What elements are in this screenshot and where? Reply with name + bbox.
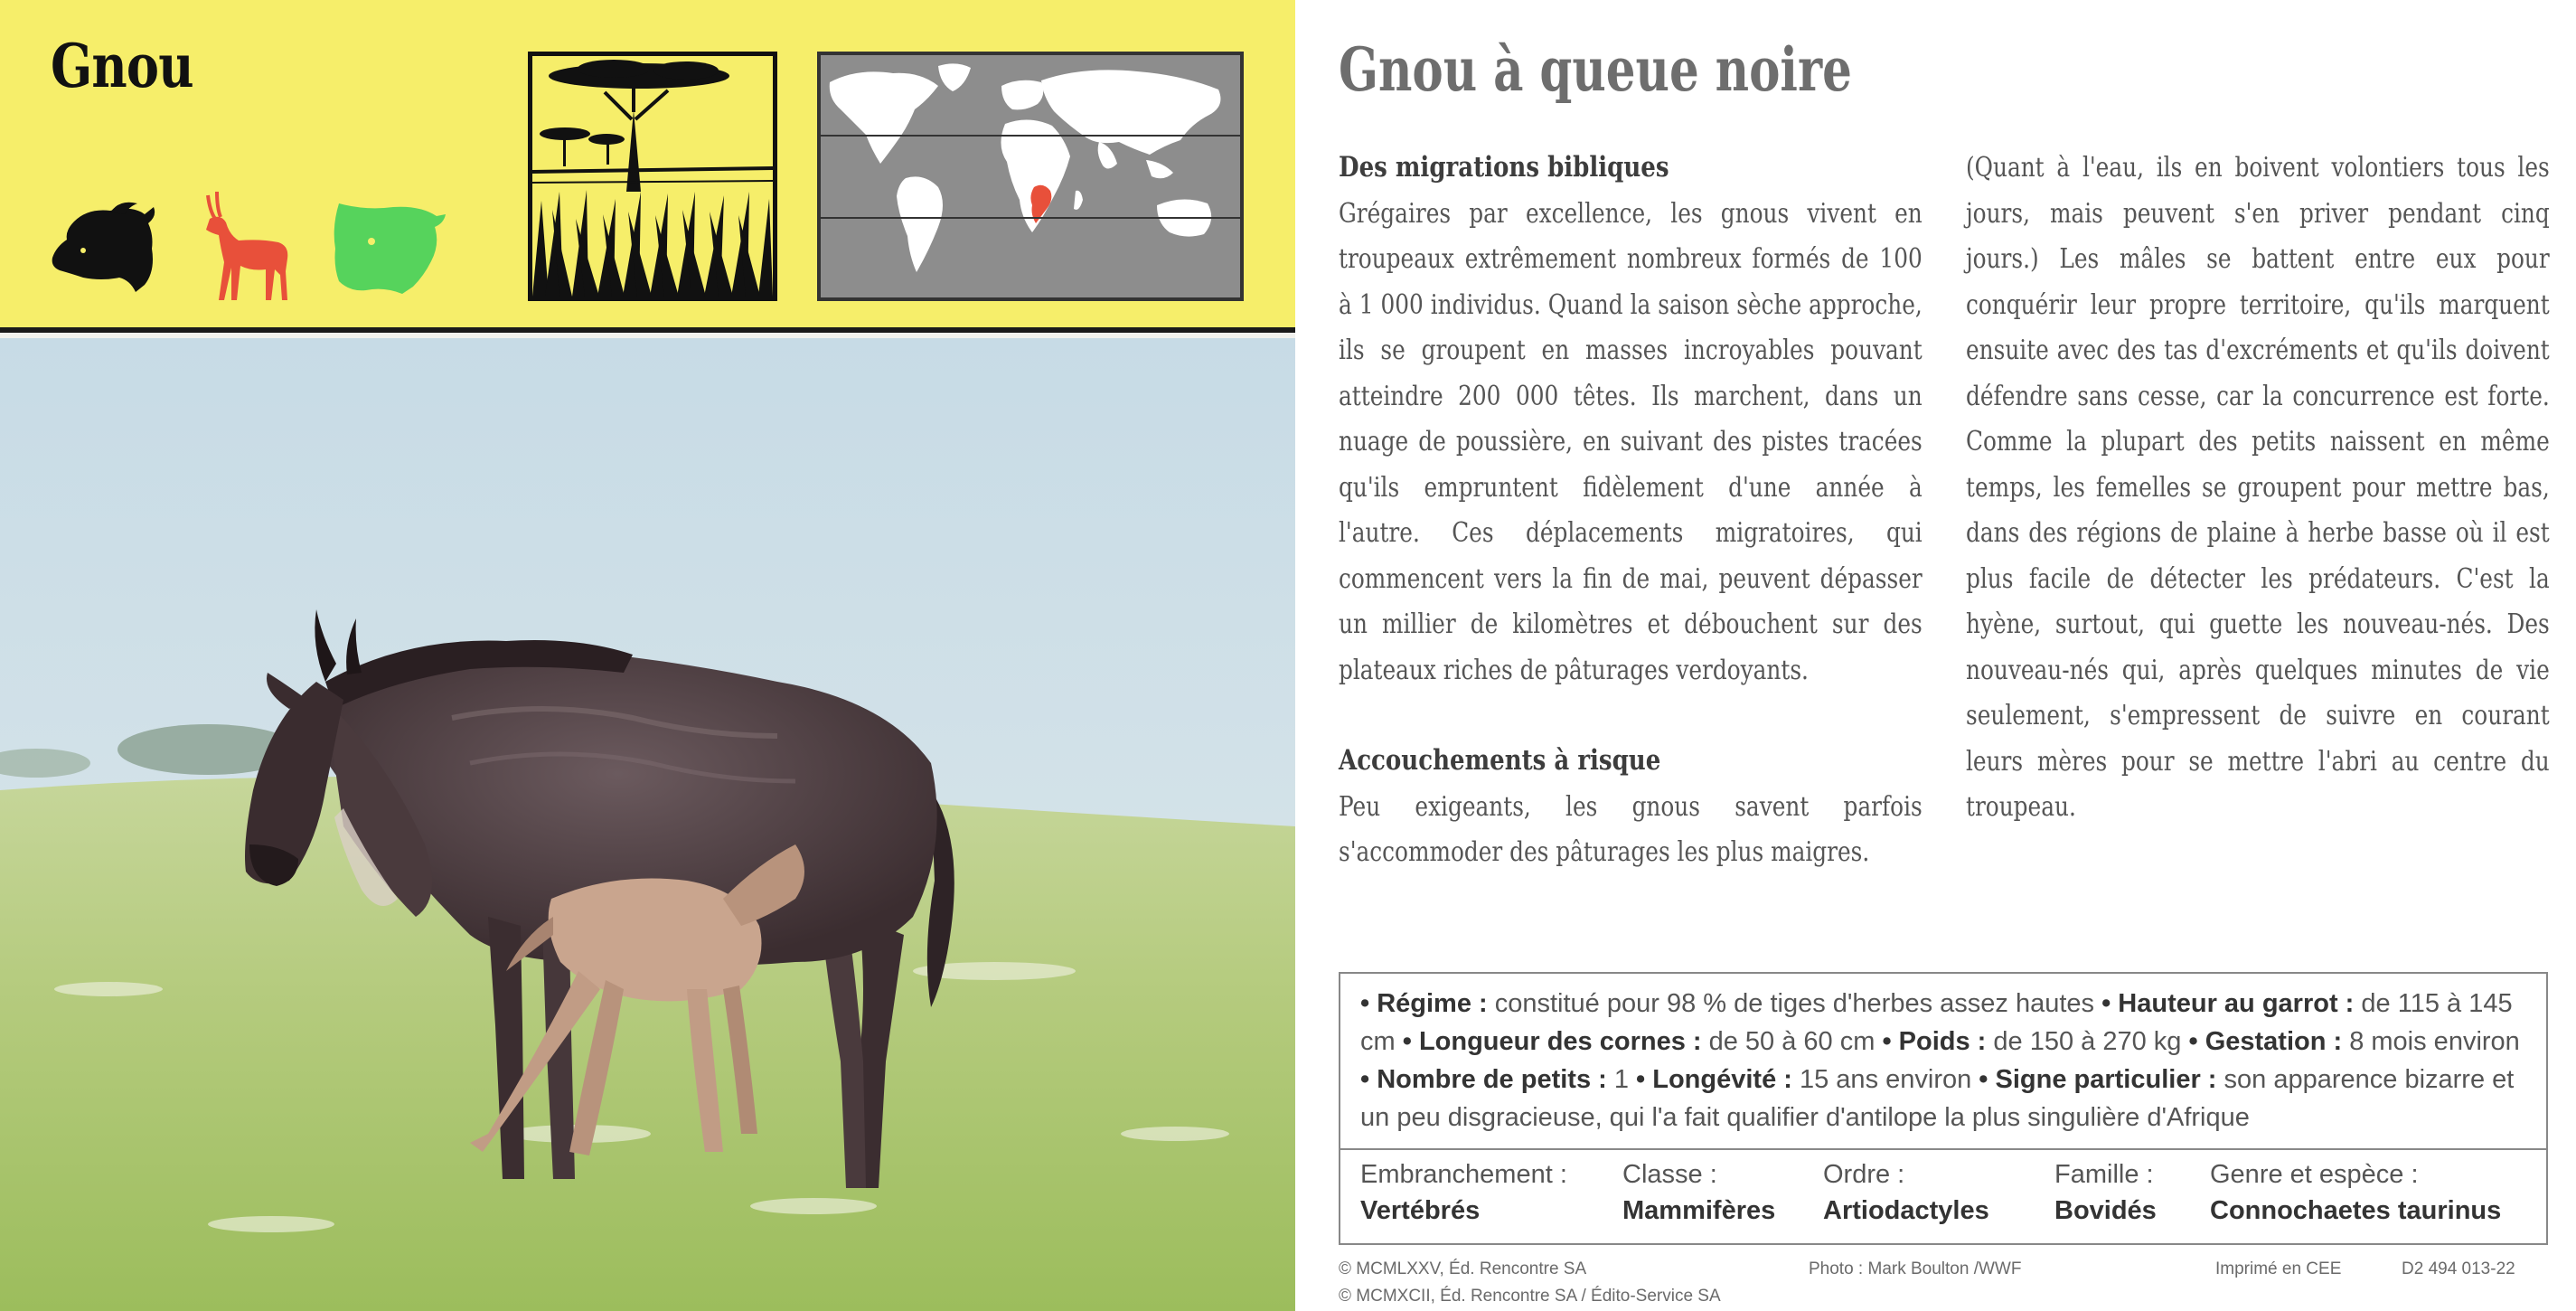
fact-label-gestation: • Gestation :: [2188, 1027, 2343, 1056]
fact-value-hauteur: de 115 à 145 cm: [1360, 989, 2513, 1056]
section-text-migrations: Grégaires par excellence, les gnous vivent en troupeaux extrêmement nombreux formés de 100 à 1 000 individus. Quand la saison sèche approche, ils se groupent en masses incroyables pouvant atteindre 200 000 têtes. Ils marchent, dans un nuage de poussière, en suivant des pistes tracées qu'ils empruntent fidèlement d'une année à l'autre. Ces déplacements migratoires, qui commencent vers la fin de mai, peuvent dépasser un millier de kilomètres et débouchent sur des plateaux riches de pâturages verdoyants.: [1339, 197, 1923, 685]
fact-value-poids: de 150 à 270 kg: [1986, 1027, 2189, 1056]
taxon-label: Ordre :: [1823, 1160, 1905, 1189]
section-text-births: Peu exigeants, les gnous savent parfois s'accommoder des pâturages les plus maigres.: [1339, 790, 1923, 867]
card-code: D2 494 013-22: [2402, 1259, 2515, 1278]
fact-label-signe: • Signe particulier :: [1979, 1065, 2217, 1094]
wildebeest-photo: [0, 338, 1295, 1311]
article-column-left: [1339, 145, 1923, 875]
taxon-label: Genre et espèce :: [2210, 1160, 2419, 1189]
antelope-icon: [197, 188, 296, 306]
fact-label-hauteur: • Hauteur au garrot :: [2101, 989, 2355, 1018]
taxon-value: Connochaetes taurinus: [2210, 1196, 2502, 1225]
photo-credit: Photo : Mark Boulton /WWF: [1809, 1259, 2022, 1278]
fact-label-longevite: • Longévité :: [1636, 1065, 1792, 1094]
savanna-icon: [532, 56, 773, 297]
fact-value-longevite: 15 ans environ: [1791, 1065, 1979, 1094]
fact-label-petits: • Nombre de petits :: [1360, 1065, 1607, 1094]
taxon-value: Vertébrés: [1360, 1196, 1481, 1225]
fact-value-cornes: de 50 à 60 cm: [1701, 1027, 1883, 1056]
taxon-embranchement: [1360, 1156, 1567, 1229]
taxon-label: Classe :: [1622, 1160, 1717, 1189]
facts-text: [1360, 985, 2532, 1137]
copyright-line-1: © MCMLXXV, Éd. Rencontre SA: [1339, 1259, 1587, 1278]
buffalo-head-icon: [47, 194, 165, 294]
taxon-famille: [2054, 1156, 2157, 1229]
fact-value-petits: 1: [1606, 1065, 1637, 1094]
taxon-value: Mammifères: [1622, 1196, 1776, 1225]
card-header: [0, 0, 1295, 333]
fact-value-signe: son apparence bizarre et un peu disgracieuse, qui l'a fait qualifier d'antilope la plus singulière d'Afrique: [1360, 1065, 2515, 1132]
taxon-genre-espece: [2210, 1156, 2501, 1229]
fact-label-poids: • Poids :: [1882, 1027, 1987, 1056]
taxon-label: Embranchement :: [1360, 1160, 1567, 1189]
section-heading-births: Accouchements à risque: [1339, 744, 1661, 777]
section-text-continuation: (Quant à l'eau, ils en boivent volontiers tous les jours, mais peuvent s'en priver pendant cinq jours.) Les mâles se battent entre eux pour conquérir leur propre territoire, qu'ils marquent ensuite avec des tas d'excréments et qu'ils doivent défendre sans cesse, car la concurrence est forte. Comme la plupart des petits naissent en même temps, les femelles se groupent pour mettre bas, dans des régions de plaine à herbe basse où il est plus facile de détecter les prédateurs. C'est la hyène, surtout, qui guette les nouveau-nés. Des nouveau-nés qui, après quelques minutes de vie seulement, s'empressent de suivre en courant leurs mères pour se mettre l'abri au centre du troupeau.: [1966, 152, 2550, 822]
habitat-savanna-illustration: [528, 52, 777, 301]
article-column-right: [1966, 145, 2550, 830]
printed-in: Imprimé en CEE: [2215, 1259, 2342, 1278]
facts-divider: [1340, 1148, 2546, 1150]
section-heading-migrations: Des migrations bibliques: [1339, 151, 1669, 184]
taxon-label: Famille :: [2054, 1160, 2154, 1189]
species-card-back: [1295, 0, 2576, 1311]
fact-label-regime: • Régime :: [1360, 989, 1488, 1018]
distribution-map: [817, 52, 1244, 301]
world-map-icon: [821, 55, 1240, 297]
taxon-classe: [1622, 1156, 1775, 1229]
taxon-ordre: [1823, 1156, 1989, 1229]
article-title: Gnou à queue noire: [1339, 34, 1852, 105]
card-title: Gnou: [51, 31, 193, 101]
bull-head-icon: [330, 194, 447, 298]
fact-value-gestation: 8 mois environ: [2342, 1027, 2520, 1056]
facts-box: [1339, 972, 2548, 1245]
fact-label-cornes: • Longueur des cornes :: [1402, 1027, 1702, 1056]
taxon-value: Bovidés: [2054, 1196, 2157, 1225]
copyright-line-2: © MCMXCII, Éd. Rencontre SA / Édito-Service SA: [1339, 1287, 1721, 1306]
taxon-value: Artiodactyles: [1823, 1196, 1989, 1225]
fact-value-regime: constitué pour 98 % de tiges d'herbes assez hautes: [1487, 989, 2102, 1018]
